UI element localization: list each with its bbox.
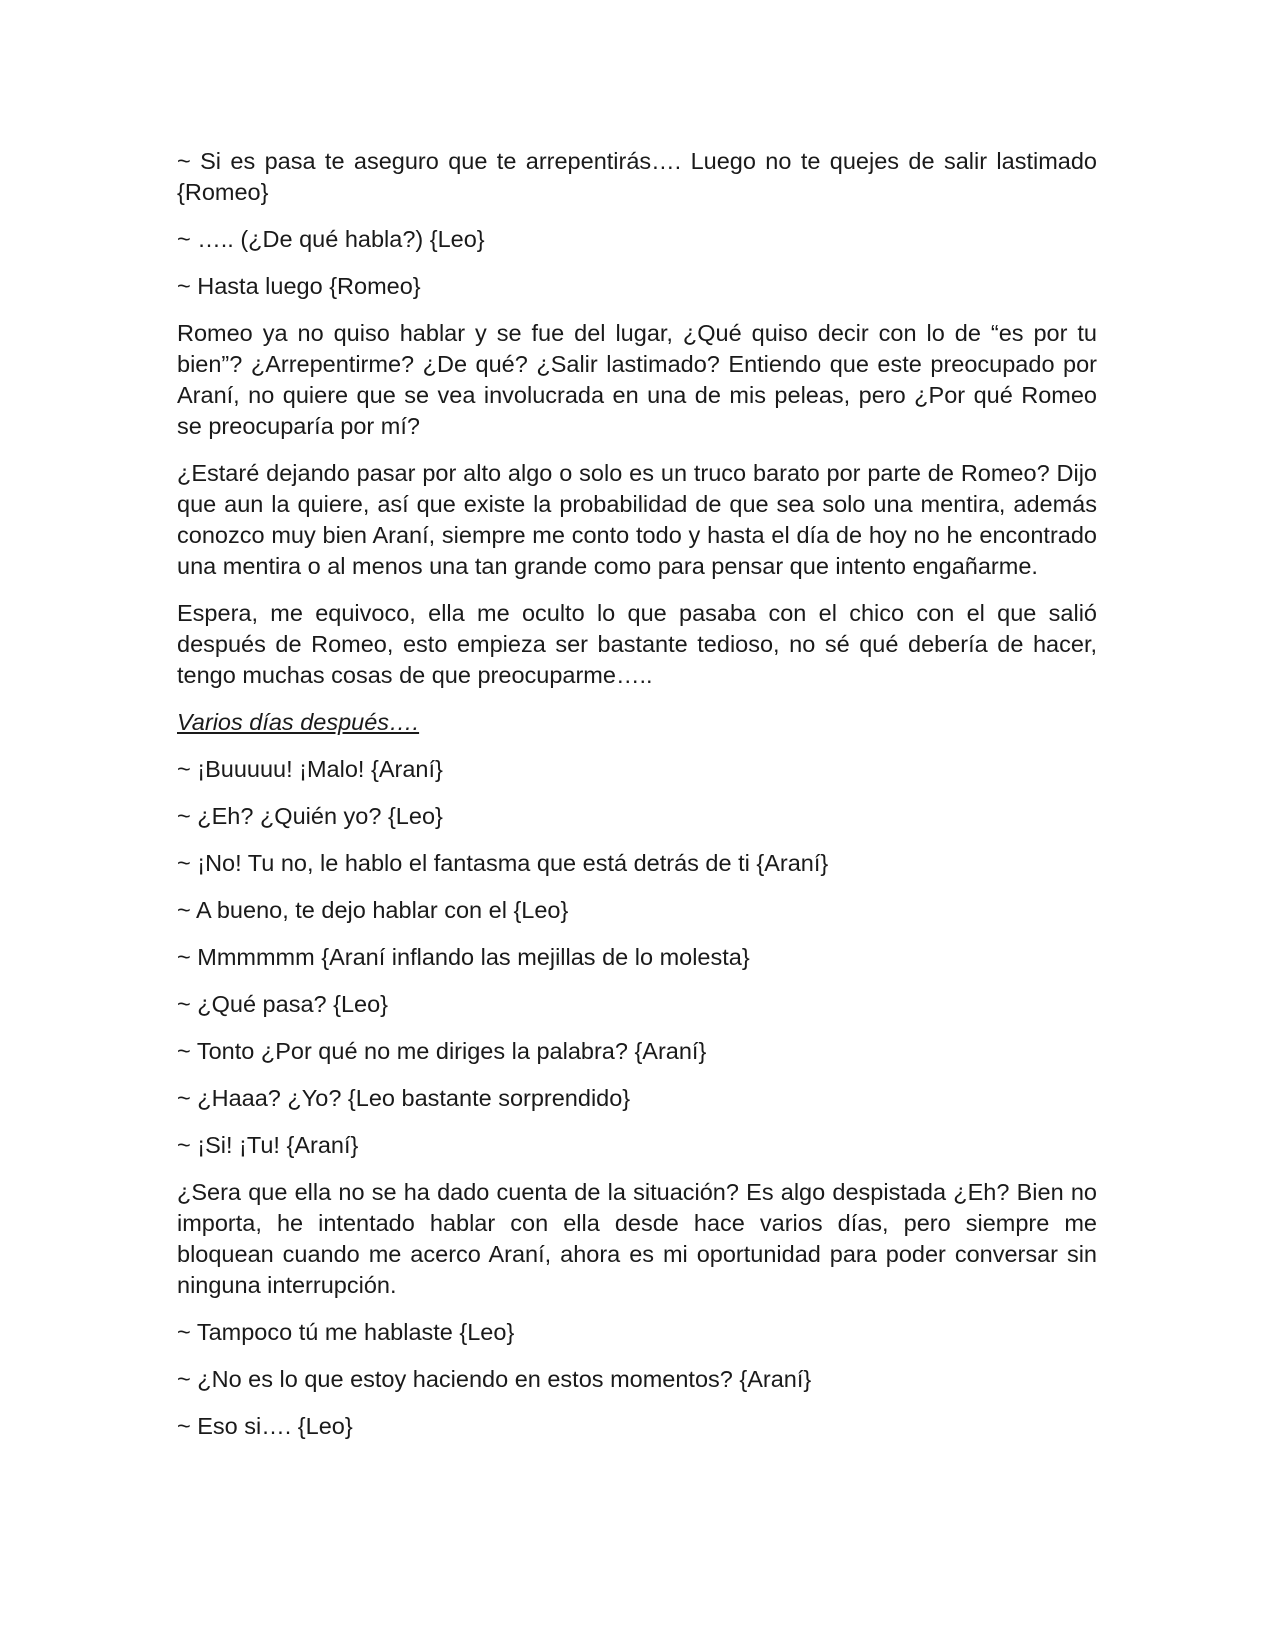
document-page <box>177 146 1097 1458</box>
dialogue-line: ~ ¿Qué pasa? {Leo} <box>177 991 389 1017</box>
dialogue-line: ~ ¿No es lo que estoy haciendo en estos momentos? {Araní} <box>177 1366 812 1392</box>
dialogue-line: ~ ¡No! Tu no, le hablo el fantasma que está detrás de ti {Araní} <box>177 850 829 876</box>
paragraph: ¿Sera que ella no se ha dado cuenta de la situación? Es algo despistada ¿Eh? Bien no importa, he intentado hablar con ella desde hace varios días, pero siempre me bloquean cuando me acerco Araní, ahora es mi oportunidad para poder conversar sin ninguna interrupción. <box>177 1179 1097 1298</box>
dialogue-line: ~ ¡Buuuuu! ¡Malo! {Araní} <box>177 756 443 782</box>
dialogue-line: ~ Eso si…. {Leo} <box>177 1413 353 1439</box>
dialogue-line: ~ A bueno, te dejo hablar con el {Leo} <box>177 897 569 923</box>
dialogue-line: ~ ….. (¿De qué habla?) {Leo} <box>177 226 485 252</box>
paragraph: ~ Si es pasa te aseguro que te arrepentirás…. Luego no te quejes de salir lastimado {Romeo} <box>177 148 1097 205</box>
dialogue-line: ~ ¡Si! ¡Tu! {Araní} <box>177 1132 359 1158</box>
dialogue-line: ~ Tampoco tú me hablaste {Leo} <box>177 1319 515 1345</box>
paragraph: Espera, me equivoco, ella me oculto lo que pasaba con el chico con el que salió después de Romeo, esto empieza ser bastante tedioso, no sé qué debería de hacer, tengo muchas cosas de que preocuparme….. <box>177 600 1097 688</box>
scene-heading: Varios días después…. <box>177 709 420 735</box>
paragraph: ¿Estaré dejando pasar por alto algo o solo es un truco barato por parte de Romeo? Dijo que aun la quiere, así que existe la probabilidad de que sea solo una mentira, además conozco muy bien Araní, siempre me conto todo y hasta el día de hoy no he encontrado una mentira o al menos una tan grande como para pensar que intento engañarme. <box>177 460 1097 579</box>
paragraph: Romeo ya no quiso hablar y se fue del lugar, ¿Qué quiso decir con lo de “es por tu bien”? ¿Arrepentirme? ¿De qué? ¿Salir lastimado? Entiendo que este preocupado por Araní, no quiere que se vea involucrada en una de mis peleas, pero ¿Por qué Romeo se preocuparía por mí? <box>177 320 1097 439</box>
dialogue-line: ~ ¿Eh? ¿Quién yo? {Leo} <box>177 803 443 829</box>
dialogue-line: ~ Tonto ¿Por qué no me diriges la palabra? {Araní} <box>177 1038 707 1064</box>
dialogue-line: ~ ¿Haaa? ¿Yo? {Leo bastante sorprendido} <box>177 1085 631 1111</box>
dialogue-line: ~ Mmmmmm {Araní inflando las mejillas de lo molesta} <box>177 944 750 970</box>
dialogue-line: ~ Hasta luego {Romeo} <box>177 273 421 299</box>
